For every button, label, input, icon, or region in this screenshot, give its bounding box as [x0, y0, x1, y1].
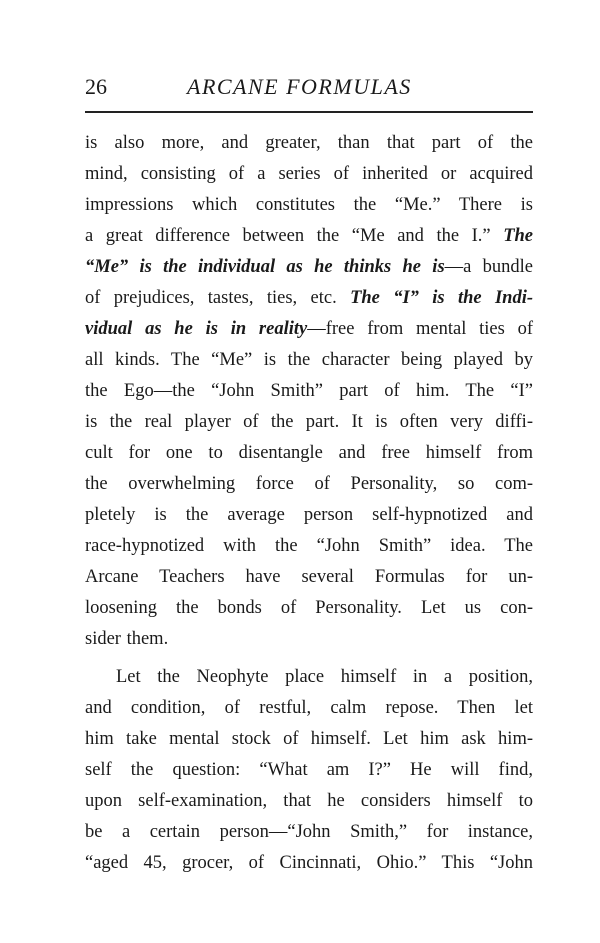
text-span: the overwhelming force of Personality, so com- [85, 474, 533, 494]
text-span: loosening the bonds of Personality. Let us con- [85, 598, 533, 618]
italic-text: The “I” is the Indi- [350, 288, 533, 308]
paragraph-gap [85, 655, 533, 662]
text-span: sider them. [85, 629, 169, 649]
text-span: —a bundle [444, 257, 533, 277]
page-body [85, 128, 533, 879]
text-line [85, 283, 533, 314]
text-span: be a certain person—“John Smith,” for instance, [85, 822, 533, 842]
italic-text: vidual as he is in reality [85, 319, 308, 339]
italic-text: “Me” is the individual as he thinks he is [85, 257, 445, 277]
text-span: pletely is the average person self-hypnotized and [85, 505, 533, 525]
text-line [85, 469, 533, 500]
text-line [85, 817, 533, 848]
text-span: race-hypnotized with the “John Smith” idea. The [85, 536, 533, 556]
text-span: “aged 45, grocer, of Cincinnati, Ohio.” This “John [85, 853, 533, 873]
text-line [85, 786, 533, 817]
text-span: is also more, and greater, than that part of the [85, 133, 533, 153]
page-number: 26 [85, 74, 107, 99]
text-span: impressions which constitutes the “Me.” There is [85, 195, 533, 215]
text-span: a great difference between the “Me and the I.” [85, 226, 504, 246]
text-span: the Ego—the “John Smith” part of him. The “I” [85, 381, 533, 401]
text-line [85, 221, 533, 252]
text-line [85, 724, 533, 755]
text-span: Arcane Teachers have several Formulas for un- [85, 567, 533, 587]
text-span: —free from mental ties of [307, 319, 533, 339]
text-line [85, 314, 533, 345]
text-line [85, 159, 533, 190]
italic-text: The [503, 226, 533, 246]
running-header [85, 74, 533, 108]
text-span: him take mental stock of himself. Let him ask him- [85, 729, 533, 749]
text-line [85, 345, 533, 376]
text-line [85, 500, 533, 531]
text-span: of prejudices, tastes, ties, etc. [85, 288, 351, 308]
text-span: mind, consisting of a series of inherited or acquired [85, 164, 533, 184]
text-span: cult for one to disentangle and free himself from [85, 443, 533, 463]
text-line [85, 662, 533, 693]
text-line [85, 438, 533, 469]
text-line [85, 624, 533, 655]
text-line [85, 190, 533, 221]
running-title: ARCANE FORMULAS [187, 74, 412, 99]
text-line [85, 376, 533, 407]
text-line [85, 252, 533, 283]
text-span: all kinds. The “Me” is the character being played by [85, 350, 533, 370]
text-span: and condition, of restful, calm repose. Then let [85, 698, 533, 718]
text-line [85, 755, 533, 786]
text-span: self the question: “What am I?” He will find, [85, 760, 533, 780]
text-line [85, 562, 533, 593]
text-span: is the real player of the part. It is often very diffi- [85, 412, 533, 432]
text-line [85, 531, 533, 562]
text-line [85, 128, 533, 159]
header-rule [85, 111, 533, 113]
text-span: upon self-examination, that he considers himself to [85, 791, 533, 811]
text-line [85, 693, 533, 724]
text-line [85, 407, 533, 438]
text-line [85, 593, 533, 624]
text-line [85, 848, 533, 879]
text-span: Let the Neophyte place himself in a position, [116, 667, 533, 687]
